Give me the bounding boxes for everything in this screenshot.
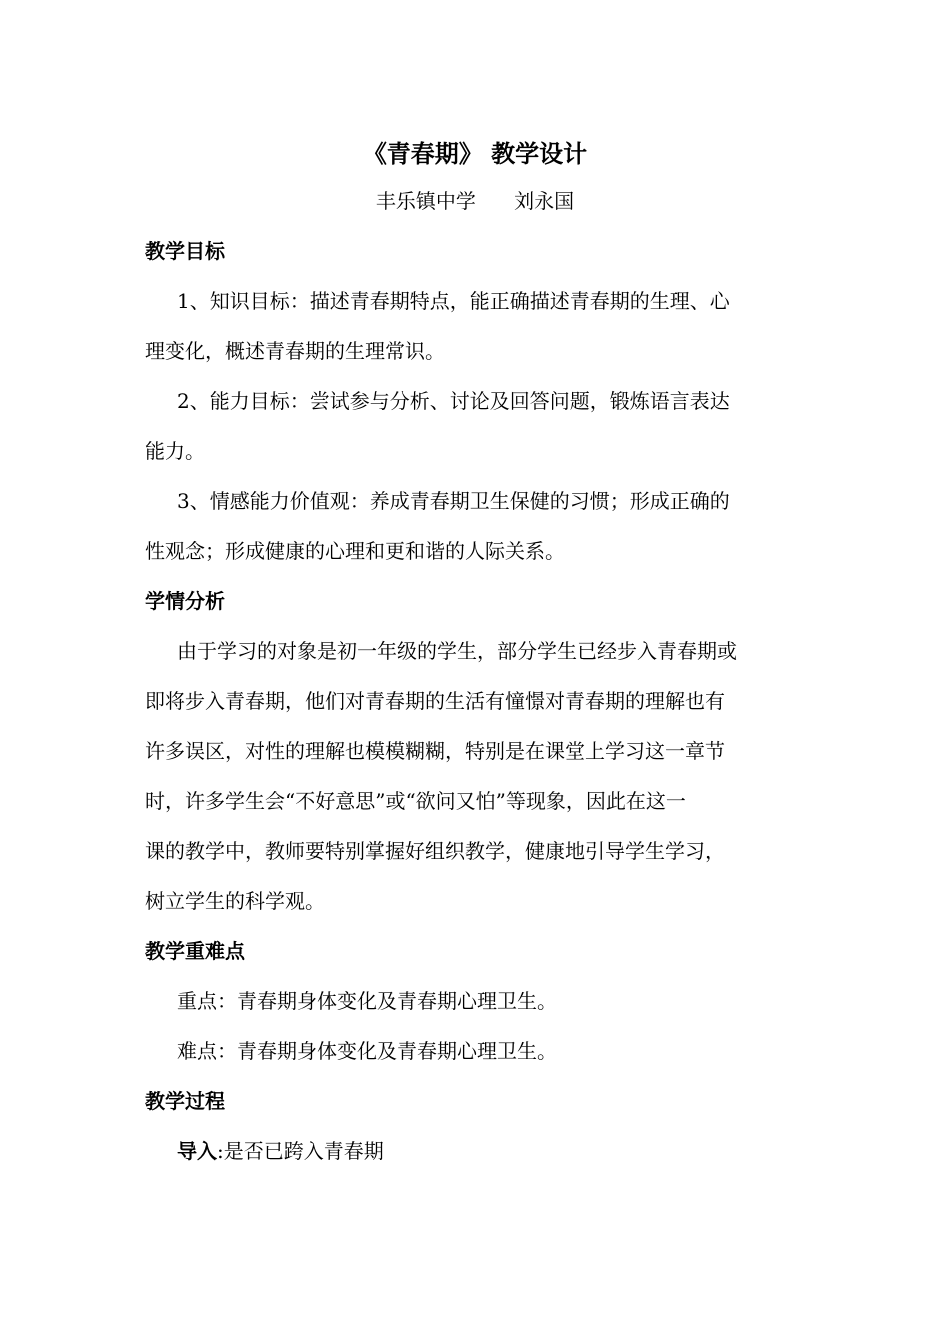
intro-paragraph <box>145 1126 805 1176</box>
objective-line: 性观念；形成健康的心理和更和谐的人际关系。 <box>145 539 565 563</box>
section-heading-analysis: 学情分析 <box>145 589 225 613</box>
section-heading-keypoints: 教学重难点 <box>145 939 245 963</box>
key-point: 重点：青春期身体变化及青春期心理卫生。 <box>177 989 557 1013</box>
difficult-point: 难点：青春期身体变化及青春期心理卫生。 <box>177 1039 557 1063</box>
intro-lead: 导入 <box>177 1139 217 1163</box>
objective-line: 2、能力目标：尝试参与分析、讨论及回答问题，锻炼语言表达 <box>177 389 730 413</box>
intro-text: :是否已跨入青春期 <box>217 1139 384 1163</box>
objective-line: 理变化，概述青春期的生理常识。 <box>145 339 445 363</box>
analysis-line: 即将步入青春期，他们对青春期的生活有憧憬对青春期的理解也有 <box>145 689 725 713</box>
document-author-line: 丰乐镇中学 刘永国 <box>375 189 575 213</box>
objective-item <box>145 376 805 476</box>
analysis-line: 树立学生的科学观。 <box>145 889 325 913</box>
document-body <box>145 226 805 1176</box>
objective-item <box>145 276 805 376</box>
analysis-line: 由于学习的对象是初一年级的学生，部分学生已经步入青春期或 <box>177 639 737 663</box>
document-title: 《青春期》 教学设计 <box>362 139 588 168</box>
analysis-line: 课的教学中，教师要特别掌握好组织教学，健康地引导学生学习， <box>145 839 725 863</box>
analysis-line: 时，许多学生会“不好意思”或“欲问又怕”等现象，因此在这一 <box>145 789 686 813</box>
analysis-paragraph <box>145 626 805 926</box>
objective-line: 能力。 <box>145 439 205 463</box>
analysis-line: 许多误区，对性的理解也模模糊糊，特别是在课堂上学习这一章节 <box>145 739 725 763</box>
section-heading-process: 教学过程 <box>145 1089 225 1113</box>
objective-line: 3、情感能力价值观：养成青春期卫生保健的习惯；形成正确的 <box>177 489 730 513</box>
objective-line: 1、知识目标：描述青春期特点，能正确描述青春期的生理、心 <box>177 289 730 313</box>
section-heading-objectives: 教学目标 <box>145 239 225 263</box>
objective-item <box>145 476 805 576</box>
